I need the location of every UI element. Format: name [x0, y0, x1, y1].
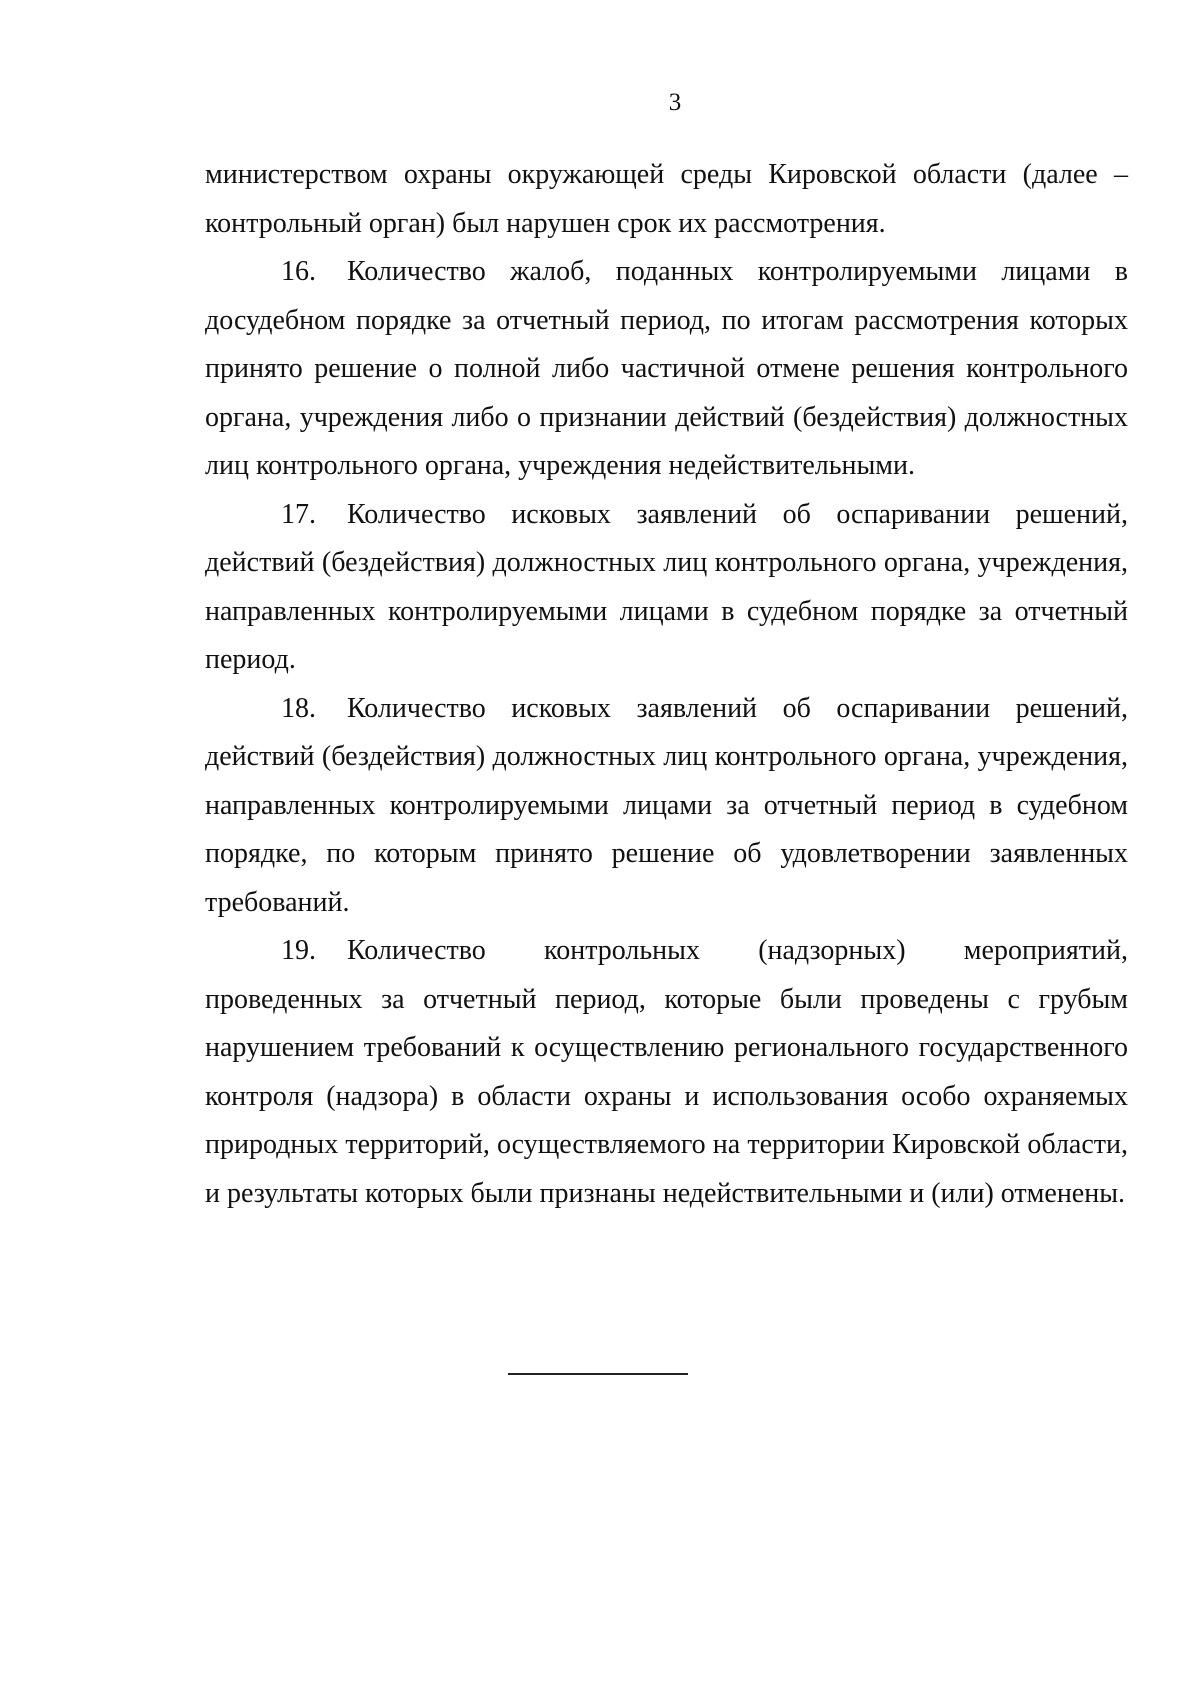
paragraph-number: 16. [281, 256, 316, 287]
page-number: 3 [668, 89, 682, 116]
paragraph-item-16 [205, 248, 1128, 491]
end-of-document-rule [508, 1373, 688, 1375]
paragraph-item-17 [205, 491, 1128, 685]
paragraph-text: Количество контрольных (надзорных) мероприятий, проведенных за отчетный период, которые были проведены с грубым нарушением требований к осуществлению регионального государственного контроля (надзора) в области охраны и использования особо охраняемых природных территорий, осуществляемого на территории Кировской области, и результаты которых были признаны недействительными и (или) отменены. [205, 935, 1128, 1209]
paragraph-text: Количество жалоб, поданных контролируемыми лицами в досудебном порядке за отчетный период, по итогам рассмотрения которых принято решение о полной либо частичной отмене решения контрольного органа, учреждения либо о признании действий (бездействия) должностных лиц контрольного органа, учреждения недействительными. [205, 256, 1128, 481]
document-body [205, 151, 1128, 1218]
paragraph-item-18 [205, 685, 1128, 928]
paragraph-item-19 [205, 927, 1128, 1218]
paragraph-number: 19. [281, 935, 316, 966]
paragraph-text: Количество исковых заявлений об оспаривании решений, действий (бездействия) должностных лиц контрольного органа, учреждения, направленных контролируемыми лицами в судебном порядке за отчетный период. [205, 498, 1128, 675]
paragraph-text: Количество исковых заявлений об оспаривании решений, действий (бездействия) должностных лиц контрольного органа, учреждения, направленных контролируемыми лицами за отчетный период в судебном порядке, по которым принято решение об удовлетворении заявленных требований. [205, 692, 1128, 918]
paragraph-continuation [205, 151, 1128, 248]
paragraph-text: министерством охраны окружающей среды Кировской области (далее – контрольный орган) был нарушен срок их рассмотрения. [205, 159, 1128, 239]
paragraph-number: 18. [281, 692, 316, 724]
paragraph-number: 17. [281, 498, 316, 530]
